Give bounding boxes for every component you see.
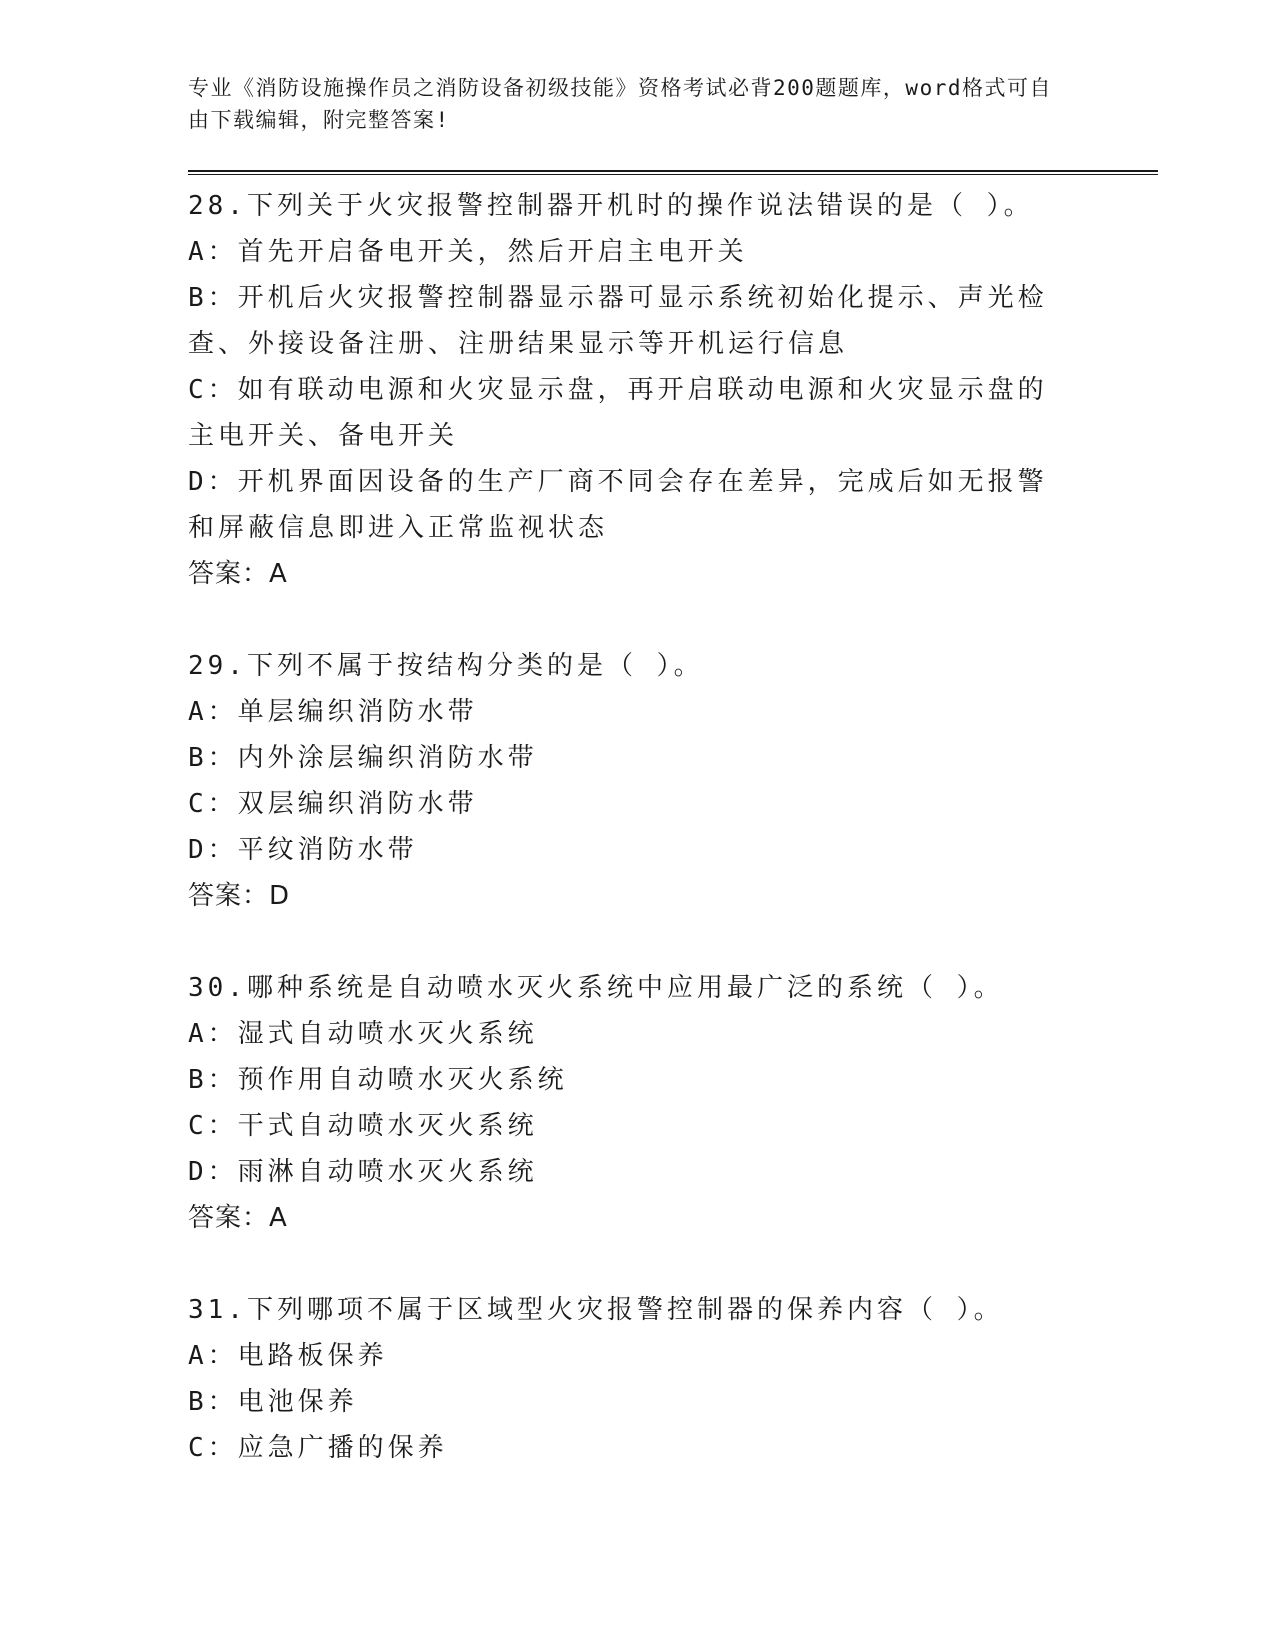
option-a: A：单层编织消防水带: [188, 697, 478, 727]
answer-line: 答案：D: [188, 881, 291, 911]
option-a: A：首先开启备电开关，然后开启主电开关: [188, 237, 748, 267]
option-c: C：干式自动喷水灭火系统: [188, 1111, 538, 1141]
question-spacer: [188, 919, 1158, 965]
question-list: [188, 183, 1158, 1471]
option-c: C：应急广播的保养: [188, 1433, 448, 1463]
question-stem: 31.下列哪项不属于区域型火灾报警控制器的保养内容（ ）。: [188, 1295, 1004, 1325]
question-item: [188, 965, 1158, 1241]
option-b: B：预作用自动喷水灭火系统: [188, 1065, 568, 1095]
option-d: D：雨淋自动喷水灭火系统: [188, 1157, 538, 1187]
option-a: A：湿式自动喷水灭火系统: [188, 1019, 538, 1049]
question-item: [188, 183, 1158, 597]
answer-line: 答案：A: [188, 559, 288, 589]
document-header: 专业《消防设施操作员之消防设备初级技能》资格考试必背200题题库，word格式可自由下载编辑，附完整答案!: [188, 76, 1052, 132]
option-c: C：如有联动电源和火灾显示盘，再开启联动电源和火灾显示盘的主电开关、备电开关: [188, 375, 1048, 451]
option-d: D：开机界面因设备的生产厂商不同会存在差异，完成后如无报警和屏蔽信息即进入正常监视状态: [188, 467, 1048, 543]
option-a: A：电路板保养: [188, 1341, 388, 1371]
option-b: B：电池保养: [188, 1387, 358, 1417]
document-page: [188, 72, 1158, 1471]
option-d: D：平纹消防水带: [188, 835, 418, 865]
question-stem: 29.下列不属于按结构分类的是（ ）。: [188, 651, 704, 681]
option-b: B：内外涂层编织消防水带: [188, 743, 538, 773]
question-spacer: [188, 1241, 1158, 1287]
answer-line: 答案：A: [188, 1203, 288, 1233]
option-b: B：开机后火灾报警控制器显示器可显示系统初始化提示、声光检查、外接设备注册、注册结果显示等开机运行信息: [188, 283, 1048, 359]
question-stem: 28.下列关于火灾报警控制器开机时的操作说法错误的是（ ）。: [188, 191, 1034, 221]
header-divider: [188, 170, 1158, 175]
question-item: [188, 643, 1158, 919]
question-item: [188, 1287, 1158, 1471]
question-spacer: [188, 597, 1158, 643]
option-c: C：双层编织消防水带: [188, 789, 478, 819]
question-stem: 30.哪种系统是自动喷水灭火系统中应用最广泛的系统（ ）。: [188, 973, 1004, 1003]
